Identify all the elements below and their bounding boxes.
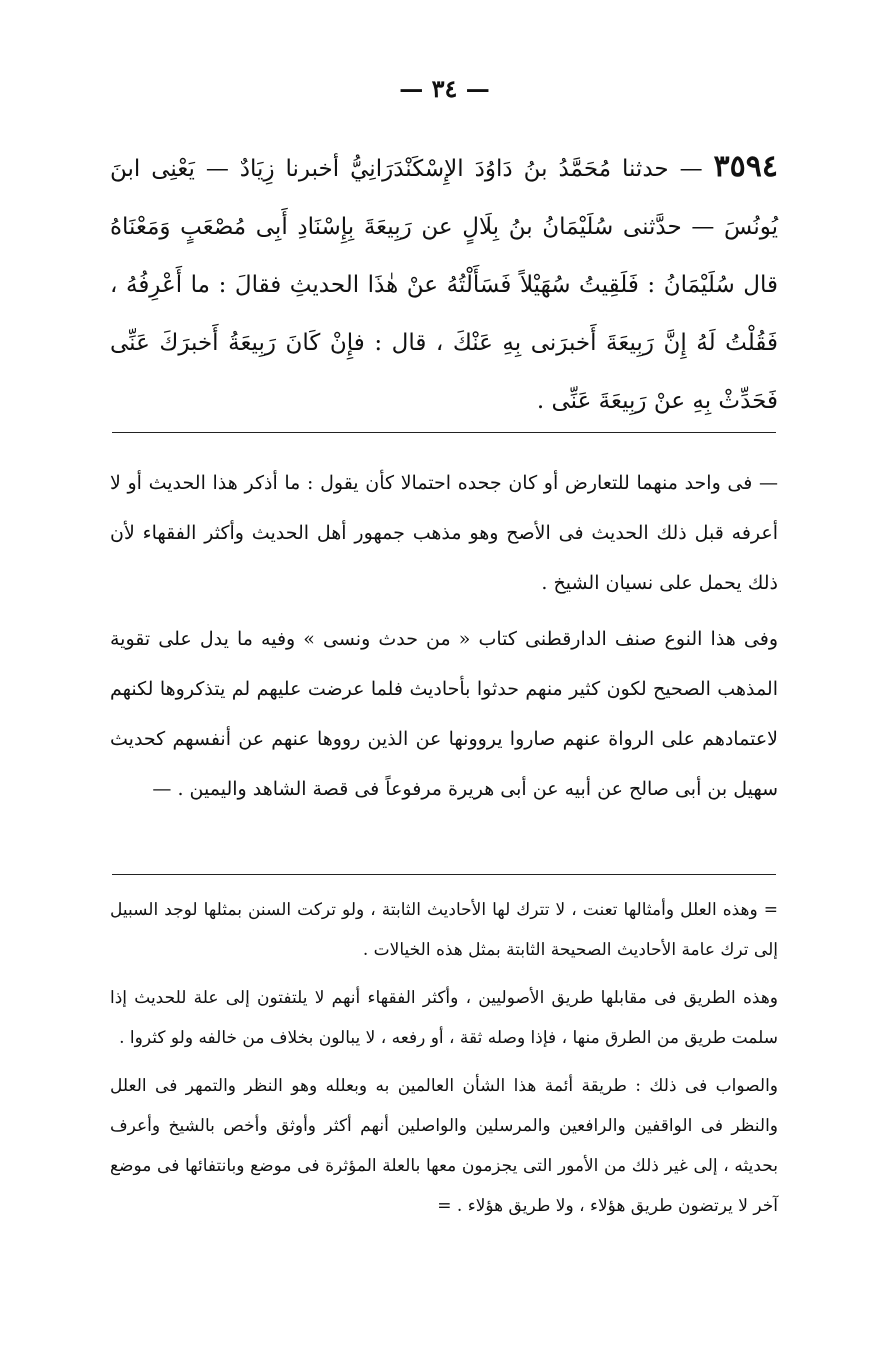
- page-number: — ٣٤ —: [399, 74, 490, 103]
- footnote-paragraph: = وهذه العلل وأمثالها تعنت ، لا تترك لها الأحاديث الثابتة ، ولو تركت السنن بمثلها لوجد السبيل إلى ترك عامة الأحاديث الصحيحة الثابتة بمثل هذه الخيالات .: [110, 900, 778, 960]
- footnote-paragraph: وهذه الطريق فى مقابلها طريق الأصوليين ، وأكثر الفقهاء أنهم لا يلتفتون إلى علة للحديث إذا سلمت طريق من الطرق منها ، فإذا وصله ثقة ، أو رفعه ، لا يبالون بخلاف من خالفه ولو كثروا .: [110, 988, 778, 1048]
- hadith-number: ٣٥٩٤: [713, 149, 778, 184]
- commentary-paragraph: وفى هذا النوع صنف الدارقطنى كتاب « من حدث ونسى » وفيه ما يدل على تقوية المذهب الصحيح لكون كثير منهم حدثوا بأحاديث فلما عرضت عليهم لم يتذكروها لكنهم لاعتمادهم على الرواة عنهم صاروا يروونها عن الذين رووها عنهم عن أنفسهم كحديث سهيل بن أبى صالح عن أبيه عن أبى هريرة مرفوعاً فى قصة الشاهد واليمين . —: [110, 628, 778, 800]
- hadith-text-block: [110, 138, 778, 430]
- hadith-body: — حدثنا مُحَمَّدُ بنُ دَاوُدَ الإِسْكَنْدَرَانِيُّ أخبرنا زِيَادٌ — يَعْنِى ابنَ يُونُسَ — حدَّثنى سُلَيْمَانُ بنُ بِلَالٍ عن رَبِيعَةَ بِإِسْنَادِ أَبِى مُصْعَبٍ وَمَعْنَاهُ قال سُلَيْمَانُ : فَلَقِيتُ سُهَيْلاً فَسَأَلْتُهُ عنْ هٰذَا الحديثِ فقالَ : ما أَعْرِفُهُ ، فَقُلْتُ لَهُ إِنَّ رَبِيعَةَ أَخبرَنى بِهِ عَنْكَ ، قال : فإِنْ كَانَ رَبِيعَةُ أَخبرَكَ عَنِّى فَحَدِّثْ بِهِ عنْ رَبِيعَةَ عَنِّى .: [110, 156, 778, 414]
- section-divider-bottom: [112, 874, 776, 875]
- footnotes-block: [110, 890, 778, 1226]
- commentary-paragraph: — فى واحد منهما للتعارض أو كان جحده احتمالا كأن يقول : ما أذكر هذا الحديث أو لا أعرفه قبل ذلك الحديث فى الأصح وهو مذهب جمهور أهل الحديث وأكثر الفقهاء لأن ذلك يحمل على نسيان الشيخ .: [110, 472, 778, 594]
- commentary-block: [110, 458, 778, 814]
- footnote-paragraph: والصواب فى ذلك : طريقة أئمة هذا الشأن العالمين به وبعلله وهو النظر والتمهر فى العلل والنظر فى الواقفين والرافعين والمرسلين والواصلين أنهم أكثر وأوثق وأخص بالشيخ وأعرف بحديثه ، إلى غير ذلك من الأمور التى يجزمون معها بالعلة المؤثرة فى موضع وبانتفائها فى موضع آخر لا يرتضون طريق هؤلاء ، ولا طريق هؤلاء . =: [110, 1076, 778, 1216]
- section-divider-top: [112, 432, 776, 433]
